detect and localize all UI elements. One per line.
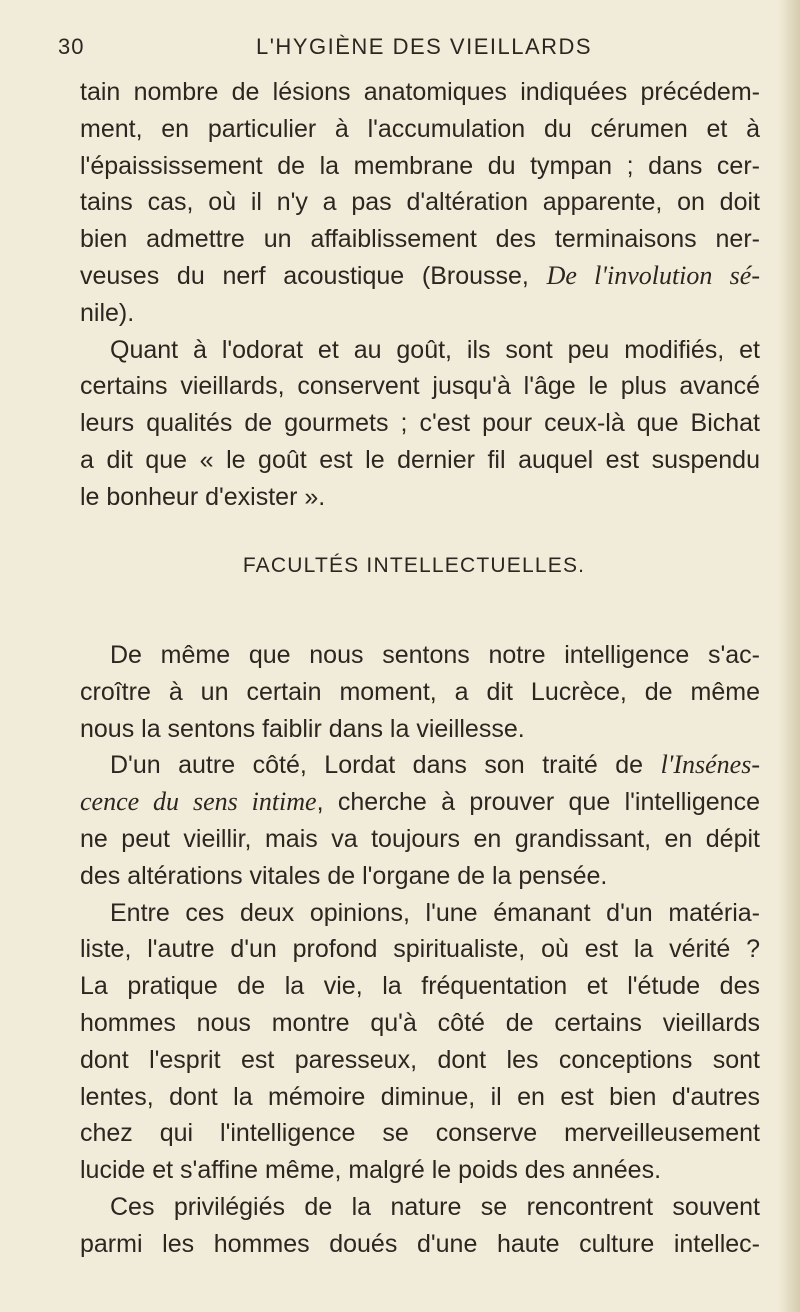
text-line bbox=[80, 784, 760, 821]
section-heading bbox=[0, 554, 800, 578]
text-line: dont l'esprit est paresseux, dont les conceptions sont bbox=[80, 1045, 760, 1074]
text-line: leurs qualités de gourmets ; c'est pour ceux-là que Bichat bbox=[80, 409, 760, 438]
text-span: D'un autre côté, Lordat dans son traité de bbox=[110, 751, 661, 780]
text-line: tain nombre de lésions anatomiques indiquées précédem- bbox=[80, 78, 760, 106]
text-block-bottom bbox=[80, 637, 760, 1263]
text-line: ment, en particulier à l'accumulation du cérumen et à bbox=[80, 114, 760, 143]
text-line: Ces privilégiés de la nature se rencontrent souvent bbox=[110, 1192, 760, 1221]
text-line: l'épaississement de la membrane du tympan ; dans cer- bbox=[80, 151, 760, 180]
text-line: certains vieillards, conservent jusqu'à l'âge le plus avancé bbox=[80, 372, 760, 401]
text-line: nous la sentons faiblir dans la vieillesse. bbox=[80, 714, 525, 743]
text-line: liste, l'autre d'un profond spiritualiste, où est la vérité ? bbox=[80, 935, 760, 964]
text-line: a dit que « le goût est le dernier fil auquel est suspendu bbox=[80, 445, 760, 474]
text-line: lentes, dont la mémoire diminue, il en est bien d'autres bbox=[80, 1082, 760, 1111]
text-line: chez qui l'intelligence se conserve merveilleusement bbox=[80, 1119, 760, 1148]
text-line: des altérations vitales de l'organe de la pensée. bbox=[80, 861, 608, 890]
italic-title: cence du sens intime bbox=[80, 787, 317, 817]
text-line: lucide et s'affine même, malgré le poids des années. bbox=[80, 1156, 662, 1185]
text-line: Entre ces deux opinions, l'une émanant d'un matéria- bbox=[110, 898, 760, 927]
text-line: tains cas, où il n'y a pas d'altération apparente, on doit bbox=[80, 188, 760, 217]
section-heading-text: FACULTÉS INTELLECTUELLES. bbox=[242, 554, 586, 577]
text-line: parmi les hommes doués d'une haute culture intellec- bbox=[80, 1229, 760, 1258]
page-header bbox=[58, 34, 758, 64]
page-number: 30 bbox=[58, 34, 85, 59]
text-line: Quant à l'odorat et au goût, ils sont peu modifiés, et bbox=[110, 335, 760, 364]
page-edge-shadow bbox=[778, 0, 800, 1312]
text-span: veuses du nerf acoustique (Brousse, bbox=[80, 261, 547, 290]
text-line: ne peut vieillir, mais va toujours en grandissant, en dépit bbox=[80, 824, 760, 853]
text-block-top bbox=[80, 74, 760, 516]
text-line: La pratique de la vie, la fréquentation et l'étude des bbox=[80, 972, 760, 1001]
text-line bbox=[80, 258, 760, 295]
text-line bbox=[80, 747, 760, 784]
text-line: croître à un certain moment, a dit Lucrèce, de même bbox=[80, 677, 760, 706]
text-line: le bonheur d'exister ». bbox=[80, 482, 326, 511]
running-title: L'HYGIÈNE DES VIEILLARDS bbox=[256, 34, 593, 59]
text-line: bien admettre un affaiblissement des terminaisons ner- bbox=[80, 225, 760, 254]
text-line: hommes nous montre qu'à côté de certains vieillards bbox=[80, 1008, 760, 1037]
text-span: , cherche à prouver que l'intelligence bbox=[316, 788, 760, 817]
italic-title: l'Insénes- bbox=[660, 750, 760, 780]
italic-title: De l'involution sé- bbox=[546, 260, 760, 290]
text-line: De même que nous sentons notre intelligence s'ac- bbox=[110, 641, 760, 669]
text-line: nile). bbox=[80, 298, 135, 327]
